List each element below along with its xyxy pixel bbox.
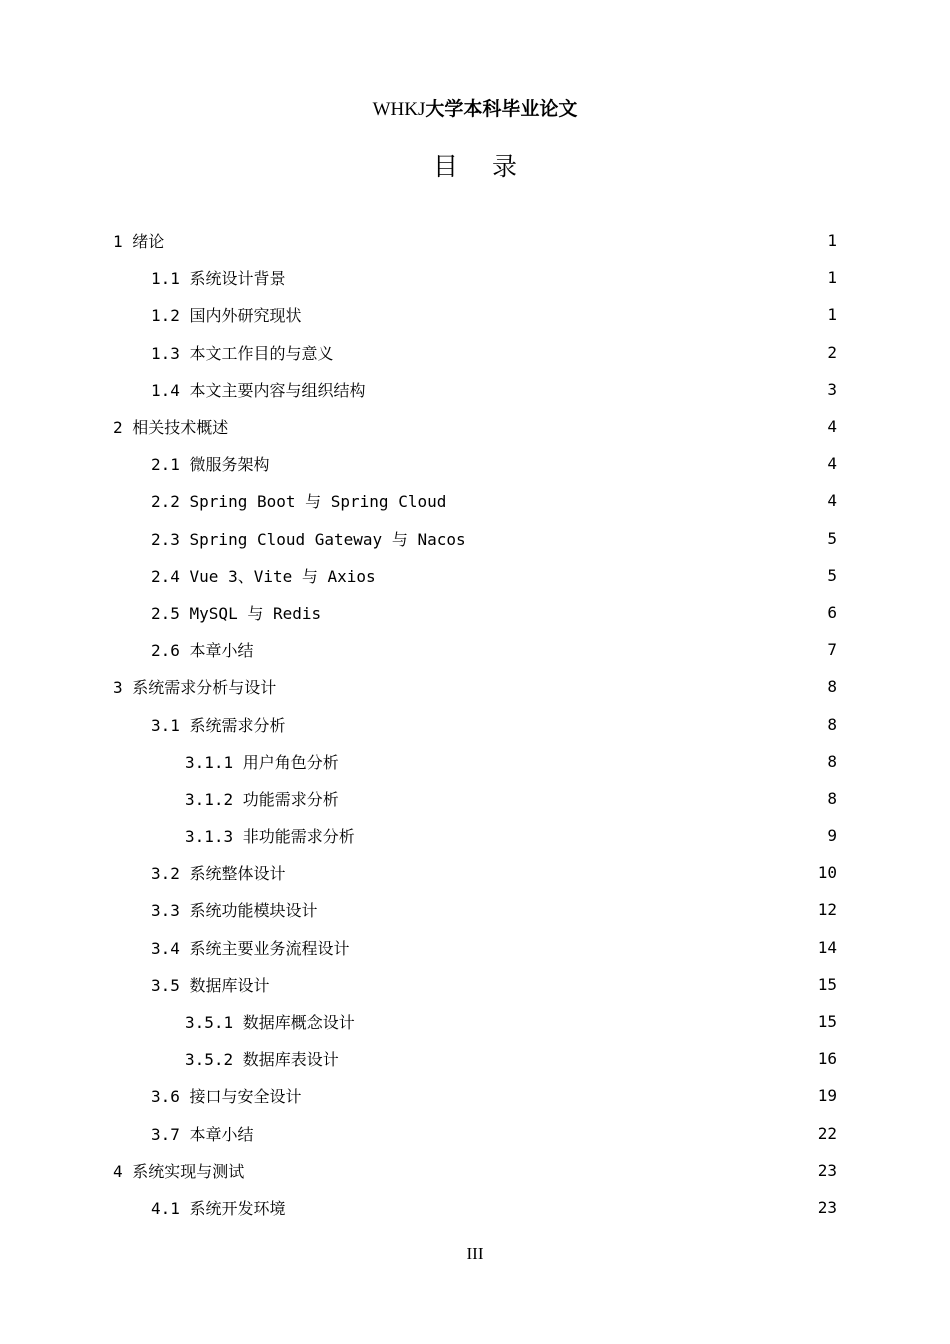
- toc-entry[interactable]: [113, 334, 837, 371]
- toc-entry[interactable]: [113, 482, 837, 519]
- toc-entry[interactable]: [113, 1152, 837, 1189]
- toc-entry-page: 15: [817, 974, 837, 994]
- dot-leader: [292, 863, 814, 883]
- toc-entry-page: 19: [817, 1086, 837, 1106]
- toc-entry[interactable]: [113, 1003, 837, 1040]
- toc-entry-page: 3: [827, 379, 837, 399]
- toc-entry[interactable]: [113, 743, 837, 780]
- dot-leader: [260, 1123, 814, 1143]
- dot-leader: [345, 788, 823, 808]
- toc-entry[interactable]: [113, 445, 837, 482]
- toc-entry-label: 1.1 系统设计背景: [151, 269, 286, 289]
- toc-entry-label: 2.5 MySQL 与 Redis: [151, 603, 322, 623]
- toc-entry[interactable]: [113, 259, 837, 296]
- dot-leader: [327, 602, 823, 622]
- dot-leader: [345, 751, 823, 771]
- toc-entry-label: 2.2 Spring Boot 与 Spring Cloud: [151, 492, 447, 512]
- toc-entry-label: 3.1.3 非功能需求分析: [185, 827, 355, 847]
- dot-leader: [170, 231, 823, 251]
- toc-entry-page: 23: [817, 1197, 837, 1217]
- toc-entry-label: 4 系统实现与测试: [113, 1161, 245, 1181]
- dot-leader: [234, 417, 823, 437]
- dot-leader: [472, 528, 823, 548]
- toc-entry-page: 9: [827, 826, 837, 846]
- toc-entry[interactable]: [113, 780, 837, 817]
- toc-entry[interactable]: [113, 557, 837, 594]
- toc-entry-label: 3 系统需求分析与设计: [113, 678, 277, 698]
- toc-entry-label: 3.1.1 用户角色分析: [185, 752, 339, 772]
- dot-leader: [292, 714, 823, 734]
- toc-entry-page: 12: [817, 900, 837, 920]
- toc-entry-label: 3.4 系统主要业务流程设计: [151, 938, 350, 958]
- toc-entry-page: 6: [827, 602, 837, 622]
- header-code: WHKJ: [372, 99, 426, 120]
- toc-entry-page: 8: [827, 788, 837, 808]
- toc-entry-page: 10: [817, 863, 837, 883]
- toc-entry-label: 2.6 本章小结: [151, 641, 254, 661]
- table-of-contents: [113, 222, 837, 1226]
- toc-entry-label: 3.5 数据库设计: [151, 975, 270, 995]
- toc-entry-page: 14: [817, 937, 837, 957]
- toc-entry-page: 1: [827, 268, 837, 288]
- page-number: III: [466, 1244, 484, 1263]
- toc-entry-page: 4: [827, 454, 837, 474]
- toc-entry[interactable]: [113, 631, 837, 668]
- toc-entry-label: 2 相关技术概述: [113, 418, 229, 438]
- toc-entry[interactable]: [113, 594, 837, 631]
- toc-entry-page: 23: [817, 1160, 837, 1180]
- dot-leader: [292, 1197, 814, 1217]
- dot-leader: [361, 1012, 814, 1032]
- toc-entry[interactable]: [113, 817, 837, 854]
- toc-entry-label: 2.3 Spring Cloud Gateway 与 Nacos: [151, 529, 466, 549]
- toc-entry-label: 2.1 微服务架构: [151, 455, 270, 475]
- toc-entry-page: 4: [827, 491, 837, 511]
- dot-leader: [372, 379, 823, 399]
- toc-entry[interactable]: [113, 854, 837, 891]
- dot-leader: [276, 974, 814, 994]
- toc-entry-label: 2.4 Vue 3、Vite 与 Axios: [151, 566, 376, 586]
- toc-entry-label: 3.6 接口与安全设计: [151, 1087, 302, 1107]
- dot-leader: [250, 1160, 813, 1180]
- dot-leader: [260, 640, 823, 660]
- toc-entry-page: 22: [817, 1123, 837, 1143]
- toc-entry-page: 5: [827, 528, 837, 548]
- toc-entry[interactable]: [113, 408, 837, 445]
- toc-entry[interactable]: [113, 222, 837, 259]
- toc-entry[interactable]: [113, 1189, 837, 1226]
- toc-entry[interactable]: [113, 966, 837, 1003]
- toc-entry-page: 8: [827, 751, 837, 771]
- toc-entry[interactable]: [113, 296, 837, 333]
- dot-leader: [345, 1049, 814, 1069]
- toc-entry[interactable]: [113, 520, 837, 557]
- toc-entry-label: 3.2 系统整体设计: [151, 864, 286, 884]
- toc-entry-page: 1: [827, 305, 837, 325]
- toc-entry[interactable]: [113, 668, 837, 705]
- toc-entry[interactable]: [113, 1040, 837, 1077]
- document-header: [0, 94, 950, 121]
- toc-entry-page: 2: [827, 342, 837, 362]
- toc-entry-label: 3.3 系统功能模块设计: [151, 901, 318, 921]
- toc-entry-page: 4: [827, 417, 837, 437]
- dot-leader: [292, 268, 823, 288]
- toc-entry-page: 16: [817, 1049, 837, 1069]
- toc-entry-label: 3.1 系统需求分析: [151, 715, 286, 735]
- dot-leader: [308, 305, 823, 325]
- toc-entry-label: 4.1 系统开发环境: [151, 1198, 286, 1218]
- toc-entry[interactable]: [113, 705, 837, 742]
- dot-leader: [324, 900, 814, 920]
- dot-leader: [308, 1086, 814, 1106]
- toc-entry-page: 7: [827, 640, 837, 660]
- toc-entry-page: 5: [827, 565, 837, 585]
- toc-entry-page: 15: [817, 1012, 837, 1032]
- toc-title: 目录: [432, 152, 551, 181]
- toc-entry[interactable]: [113, 1077, 837, 1114]
- toc-entry[interactable]: [113, 929, 837, 966]
- toc-entry-label: 3.1.2 功能需求分析: [185, 789, 339, 809]
- toc-entry-label: 3.7 本章小结: [151, 1124, 254, 1144]
- dot-leader: [361, 826, 823, 846]
- header-title: 大学本科毕业论文: [425, 98, 578, 120]
- toc-entry-page: 1: [827, 231, 837, 251]
- dot-leader: [382, 565, 823, 585]
- toc-entry-label: 1 绪论: [113, 232, 165, 252]
- dot-leader: [452, 491, 823, 511]
- toc-entry-label: 1.2 国内外研究现状: [151, 306, 302, 326]
- toc-entry[interactable]: [113, 1115, 837, 1152]
- dot-leader: [276, 454, 823, 474]
- toc-entry-label: 3.5.2 数据库表设计: [185, 1050, 339, 1070]
- toc-entry[interactable]: [113, 371, 837, 408]
- toc-entry-label: 3.5.1 数据库概念设计: [185, 1013, 355, 1033]
- toc-entry-label: 1.3 本文工作目的与意义: [151, 343, 334, 363]
- toc-entry-page: 8: [827, 677, 837, 697]
- toc-entry-page: 8: [827, 714, 837, 734]
- dot-leader: [356, 937, 814, 957]
- toc-entry-label: 1.4 本文主要内容与组织结构: [151, 380, 366, 400]
- dot-leader: [282, 677, 823, 697]
- toc-entry[interactable]: [113, 891, 837, 928]
- dot-leader: [340, 342, 823, 362]
